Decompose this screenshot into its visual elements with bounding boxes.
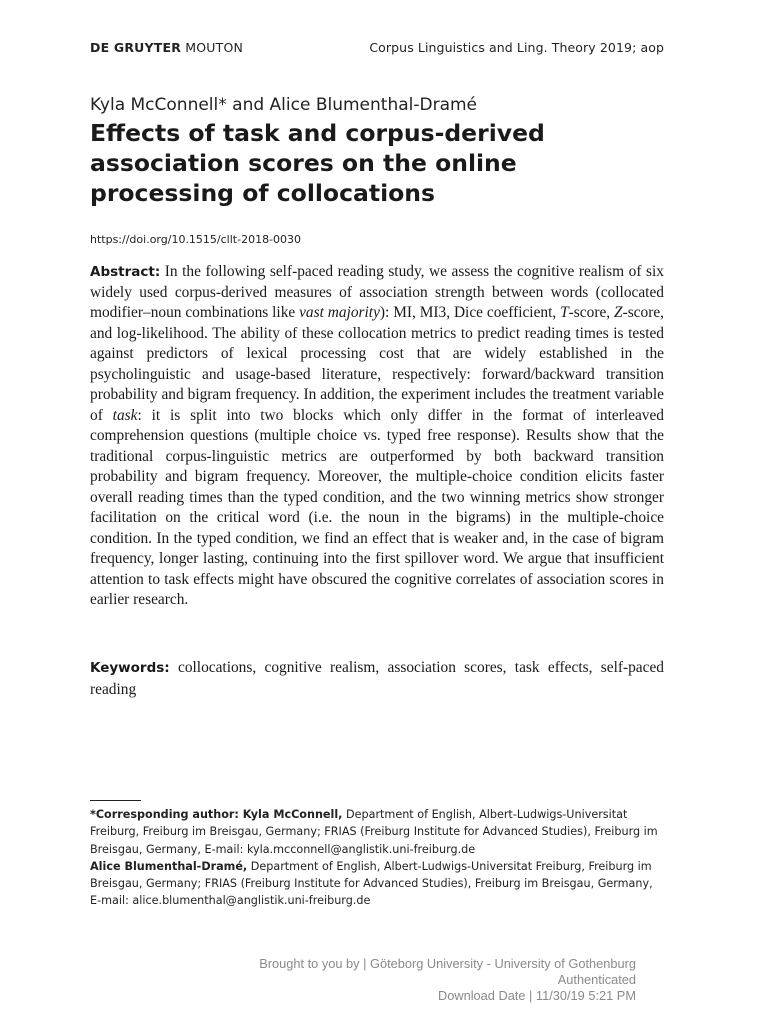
abstract-emphasis-1: vast majority: [299, 304, 380, 321]
article-title: Effects of task and corpus-derived association scores on the online processing of collocations: [90, 119, 545, 207]
abstract-text-2: ): MI, MI3, Dice coefficient,: [379, 304, 561, 321]
footnote-author-1-label: *Corresponding author: Kyla McConnell,: [90, 808, 343, 821]
abstract-text-4: -score, and log-likelihood. The ability of these collocation metrics to predict reading times is tested against predictors of lexical processing cost that are widely established in the psycholinguistic and usage-based literature, respectively: forward/backward transition probability and bigram frequency. In addition, the experiment includes the treatment variable of: [90, 304, 665, 424]
abstract-text-5: : it is split into two blocks which only differ in the format of interleaved comprehension questions (multiple choice vs. typed free response). Results show that the traditional corpus-linguistic metrics are outperformed by both backward transition probability and bigram frequency. Moreover, the multiple-choice condition elicits faster overall reading times than the typed condition, and the two winning metrics show stronger facilitation on the critical word (i.e. the noun in the bigrams) in the multiple-choice condition. In the typed condition, we find an effect that is weaker and, in the case of bigram frequency, longer lasting, continuing into the first spillover word. We argue that insufficient attention to task effects might have obscured the cognitive correlates of association scores in earlier research.: [90, 406, 664, 608]
keywords: [90, 657, 664, 700]
watermark-line-1: Brought to you by | Göteborg University - University of Gothenburg: [259, 956, 636, 971]
abstract-emphasis-2: T: [560, 304, 569, 321]
article-authors: Kyla McConnell* and Alice Blumenthal-Dramé: [90, 95, 478, 115]
footnote-author-2-text: Department of English, Albert-Ludwigs-Universitat Freiburg, Freiburg im Breisgau, Germany; FRIAS (Freiburg Institute for Advanced Studies), Freiburg im Breisgau, Germany, E-mail: alice.blumenthal@anglistik.uni-freiburg.de: [90, 859, 653, 908]
footnote-rule: [90, 800, 141, 801]
publisher-name-bold: DE GRUYTER: [90, 40, 182, 55]
abstract-text-3: -score,: [568, 304, 614, 321]
download-watermark: [259, 956, 636, 1004]
page-header: [90, 40, 664, 60]
footnote-author-1: [90, 806, 664, 858]
watermark-line-2: Authenticated: [557, 972, 636, 987]
footnote-author-2-label: Alice Blumenthal-Dramé,: [90, 859, 248, 873]
watermark-line-3: Download Date | 11/30/19 5:21 PM: [437, 988, 636, 1003]
footnote-author-2: [90, 858, 664, 910]
doi-link[interactable]: https://doi.org/10.1515/cllt-2018-0030: [90, 233, 302, 246]
keywords-label: Keywords:: [90, 660, 170, 676]
abstract: [90, 262, 664, 611]
abstract-text-1: In the following self-paced reading study, we assess the cognitive realism of six widely used corpus-derived measures of association strength between words (collocated modifier–noun combinations like: [90, 263, 664, 321]
abstract-emphasis-3: Z: [614, 304, 623, 321]
abstract-label: Abstract:: [90, 264, 161, 280]
publisher-logo: [90, 40, 243, 55]
keywords-text: collocations, cognitive realism, association scores, task effects, self-paced reading: [90, 659, 664, 698]
journal-citation: Corpus Linguistics and Ling. Theory 2019; aop: [369, 40, 664, 55]
footnotes: [90, 806, 664, 910]
publisher-name-rest: MOUTON: [185, 40, 244, 55]
footnote-author-1-text: Department of English, Albert-Ludwigs-Universitat Freiburg, Freiburg im Breisgau, Germany; FRIAS (Freiburg Institute for Advanced Studies), Freiburg im Breisgau, Germany, E-mail: kyla.mcconnell@anglistik.uni-freiburg.de: [90, 808, 658, 856]
abstract-emphasis-4: task: [112, 406, 138, 424]
